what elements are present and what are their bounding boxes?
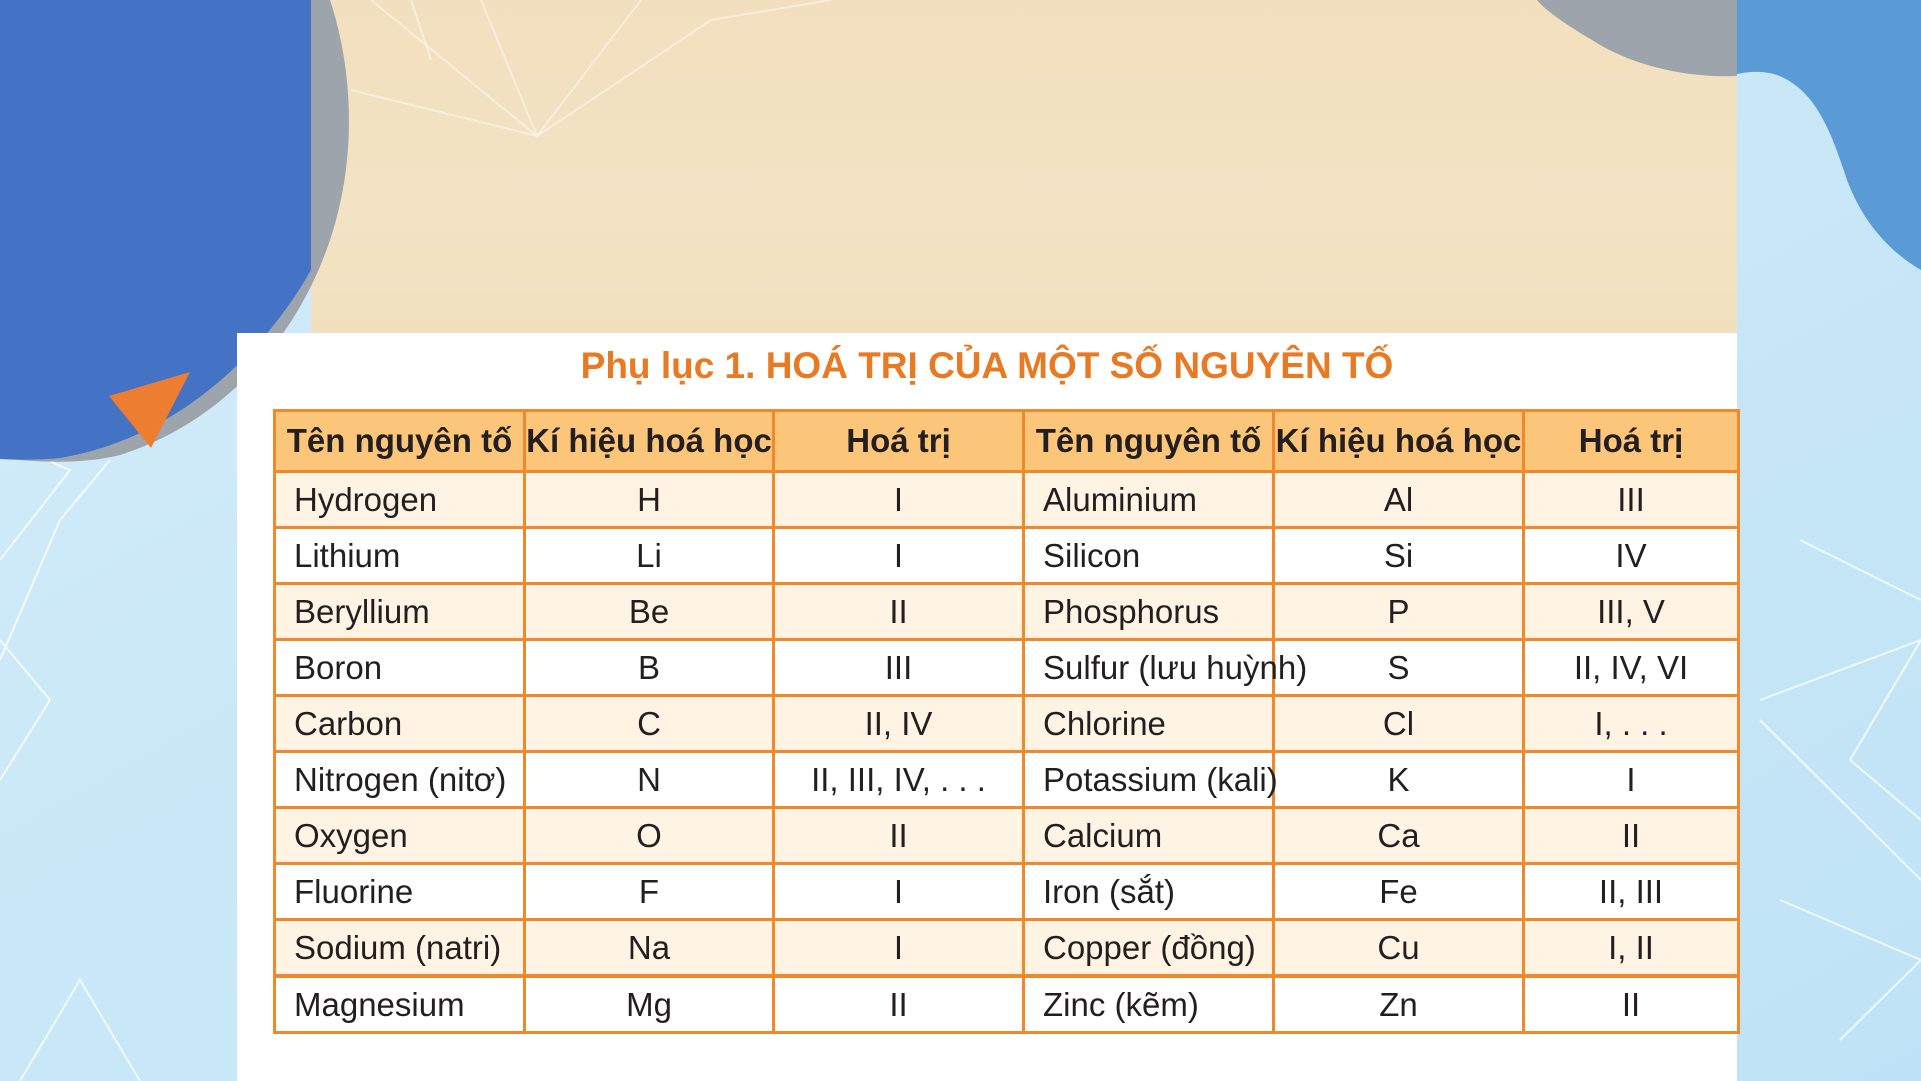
column-header-chemical-symbol-2: Kí hiệu hoá học xyxy=(1274,411,1524,472)
element-symbol: K xyxy=(1274,752,1524,808)
element-symbol: Li xyxy=(525,528,774,584)
table-row xyxy=(275,584,1739,640)
element-symbol: Cu xyxy=(1274,920,1524,977)
grey-blob-shape xyxy=(1537,0,1737,80)
valence-appendix-card xyxy=(237,333,1737,1081)
element-valence: III, V xyxy=(1524,584,1739,640)
column-header-valence-2: Hoá trị xyxy=(1524,411,1739,472)
table-row xyxy=(275,472,1739,528)
element-symbol: Be xyxy=(525,584,774,640)
element-name: Potassium (kali) xyxy=(1024,752,1274,808)
element-symbol: H xyxy=(525,472,774,528)
element-symbol: Na xyxy=(525,920,774,977)
element-symbol: Cl xyxy=(1274,696,1524,752)
element-symbol: C xyxy=(525,696,774,752)
column-header-valence: Hoá trị xyxy=(774,411,1024,472)
element-valence: I, II xyxy=(1524,920,1739,977)
element-name: Hydrogen xyxy=(275,472,525,528)
element-symbol: Mg xyxy=(525,976,774,1033)
element-symbol: Zn xyxy=(1274,976,1524,1033)
element-name: Silicon xyxy=(1024,528,1274,584)
element-name: Copper (đồng) xyxy=(1024,920,1274,977)
element-valence: II xyxy=(1524,976,1739,1033)
element-name: Oxygen xyxy=(275,808,525,864)
table-row xyxy=(275,920,1739,977)
element-symbol: O xyxy=(525,808,774,864)
element-name: Nitrogen (nitơ) xyxy=(275,752,525,808)
element-name: Calcium xyxy=(1024,808,1274,864)
element-valence: II xyxy=(774,976,1024,1033)
element-valence: III xyxy=(774,640,1024,696)
element-name: Chlorine xyxy=(1024,696,1274,752)
element-symbol: S xyxy=(1274,640,1524,696)
element-valence: II xyxy=(774,584,1024,640)
element-valence: III xyxy=(1524,472,1739,528)
element-valence: I xyxy=(774,920,1024,977)
element-symbol: B xyxy=(525,640,774,696)
table-header-row xyxy=(275,411,1739,472)
appendix-title: Phụ lục 1. HOÁ TRỊ CỦA MỘT SỐ NGUYÊN TỐ xyxy=(580,345,1394,386)
sky-blue-blob-shape xyxy=(1737,0,1921,470)
valence-table xyxy=(273,409,1740,1034)
column-header-element-name: Tên nguyên tố xyxy=(275,411,525,472)
element-symbol: Si xyxy=(1274,528,1524,584)
element-valence: IV xyxy=(1524,528,1739,584)
element-name: Fluorine xyxy=(275,864,525,920)
element-name: Aluminium xyxy=(1024,472,1274,528)
table-row xyxy=(275,864,1739,920)
element-valence: I xyxy=(774,472,1024,528)
column-header-element-name-2: Tên nguyên tố xyxy=(1024,411,1274,472)
element-valence: I xyxy=(774,528,1024,584)
element-symbol: P xyxy=(1274,584,1524,640)
element-valence: I, . . . xyxy=(1524,696,1739,752)
element-valence: II, IV, VI xyxy=(1524,640,1739,696)
element-name: Sodium (natri) xyxy=(275,920,525,977)
element-symbol: Ca xyxy=(1274,808,1524,864)
element-valence: II, III xyxy=(1524,864,1739,920)
element-name: Zinc (kẽm) xyxy=(1024,976,1274,1033)
table-row xyxy=(275,696,1739,752)
element-name: Beryllium xyxy=(275,584,525,640)
cream-header-panel xyxy=(311,0,1737,340)
table-row xyxy=(275,752,1739,808)
table-row xyxy=(275,976,1739,1033)
element-symbol: Fe xyxy=(1274,864,1524,920)
table-row xyxy=(275,528,1739,584)
element-symbol: F xyxy=(525,864,774,920)
element-valence: I xyxy=(1524,752,1739,808)
table-row xyxy=(275,640,1739,696)
element-name: Sulfur (lưu huỳnh) xyxy=(1024,640,1274,696)
element-name: Iron (sắt) xyxy=(1024,864,1274,920)
element-valence: I xyxy=(774,864,1024,920)
element-symbol: N xyxy=(525,752,774,808)
element-valence: II xyxy=(1524,808,1739,864)
column-header-chemical-symbol: Kí hiệu hoá học xyxy=(525,411,774,472)
element-name: Boron xyxy=(275,640,525,696)
element-name: Magnesium xyxy=(275,976,525,1033)
element-name: Phosphorus xyxy=(1024,584,1274,640)
orange-triangle-shape xyxy=(105,368,195,458)
element-valence: II xyxy=(774,808,1024,864)
element-name: Carbon xyxy=(275,696,525,752)
table-row xyxy=(275,808,1739,864)
element-name: Lithium xyxy=(275,528,525,584)
panel-line-pattern xyxy=(311,0,1737,340)
element-valence: II, III, IV, . . . xyxy=(774,752,1024,808)
element-valence: II, IV xyxy=(774,696,1024,752)
element-symbol: Al xyxy=(1274,472,1524,528)
